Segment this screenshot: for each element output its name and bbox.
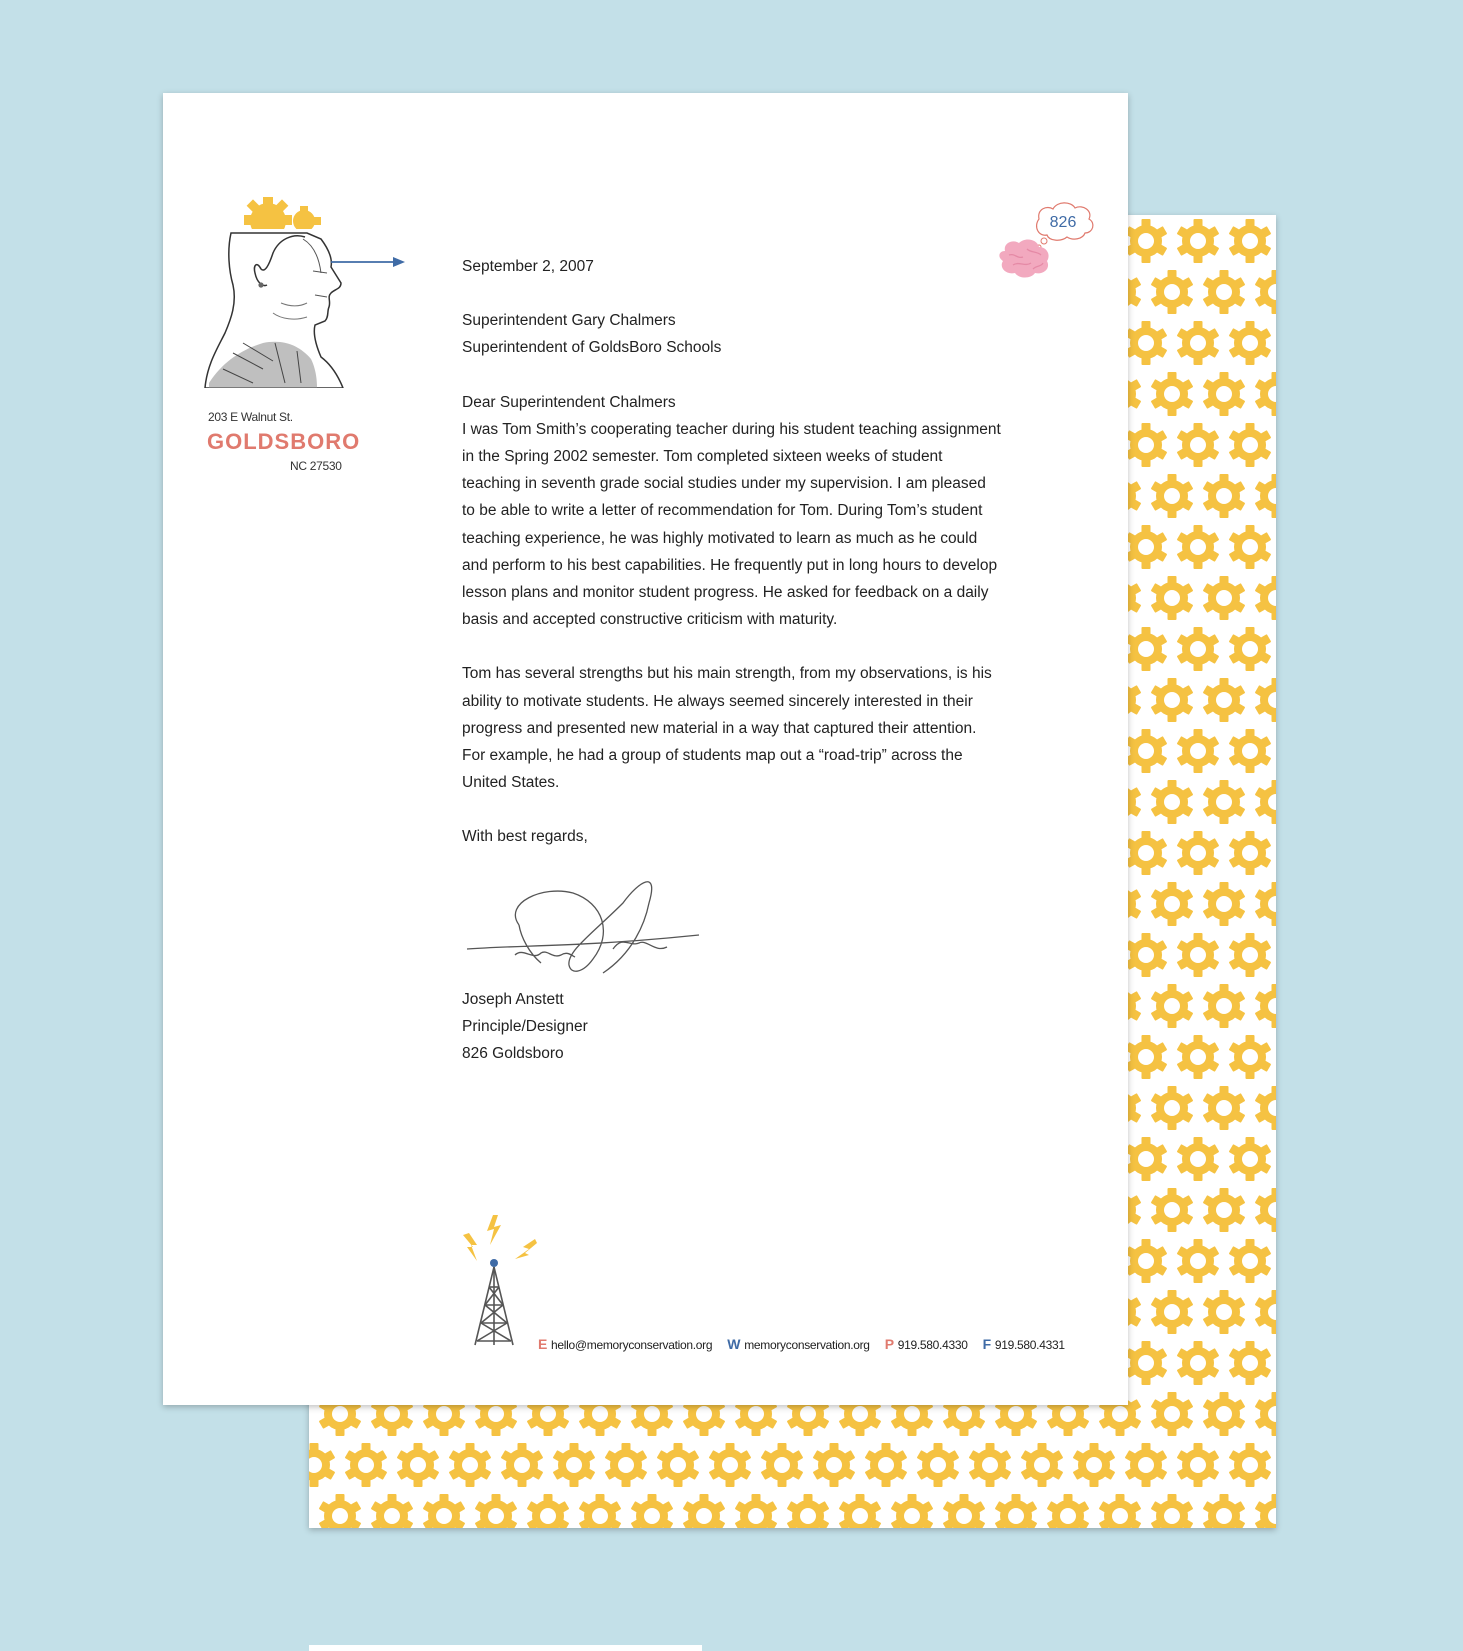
email-key: E xyxy=(538,1336,548,1352)
signer-name: Joseph Anstett xyxy=(462,991,564,1008)
phone-key: P xyxy=(884,1336,894,1352)
fax-value: 919.580.4331 xyxy=(994,1338,1065,1352)
web-key: W xyxy=(727,1336,741,1352)
next-item-edge xyxy=(309,1645,702,1651)
handwritten-signature xyxy=(463,863,703,983)
contact-bar xyxy=(538,1336,1077,1352)
letter-body xyxy=(462,253,1002,851)
email-value: hello@memoryconservation.org xyxy=(551,1338,713,1352)
address-state-zip: NC 27530 xyxy=(290,459,342,473)
radio-tower-icon xyxy=(463,1215,543,1355)
paragraph-1: I was Tom Smith’s cooperating teacher during his student teaching assignment in the Spring 2002 semester. Tom completed sixteen weeks of student teaching in seventh grade social studies under my supervision. I am pleased to be able to write a letter of recommendation for Tom. During Tom’s student teaching experience, he was highly motivated to learn as much as he could and perform to his best capabilities. He frequently put in long hours to develop lesson plans and monitor student progress. He asked for feedback on a daily basis and accepted constructive criticism with maturity. xyxy=(462,420,1001,629)
web-value: memoryconservation.org xyxy=(744,1338,870,1352)
letterhead-page xyxy=(163,93,1128,1405)
signature-block xyxy=(462,986,762,1068)
phone-value: 919.580.4330 xyxy=(897,1338,968,1352)
letter-date: September 2, 2007 xyxy=(462,258,594,275)
arrow-right-icon xyxy=(331,255,406,269)
signer-title: Principle/Designer xyxy=(462,1018,588,1036)
paragraph-2: Tom has several strengths but his main strength, from my observations, is his ability to motivate students. He always seemed sincerely interested in their progress and presented new material in a way that captured their attention. For example, he had a group of students map out a “road-trip” across the United States. xyxy=(462,665,992,792)
address-city: GOLDSBORO xyxy=(207,429,361,454)
contact-email[interactable] xyxy=(538,1338,712,1352)
contact-fax xyxy=(983,1338,1065,1352)
recipient-title: Superintendent of GoldsBoro Schools xyxy=(462,339,722,357)
thought-number: 826 xyxy=(1049,214,1077,231)
recipient-name: Superintendent Gary Chalmers xyxy=(462,312,676,330)
salutation: Dear Superintendent Chalmers xyxy=(462,393,676,411)
signer-organization: 826 Goldsboro xyxy=(462,1045,564,1063)
contact-phone xyxy=(885,1338,968,1352)
closing: With best regards, xyxy=(462,828,588,846)
contact-web[interactable] xyxy=(727,1338,869,1352)
fax-key: F xyxy=(982,1336,991,1352)
brain-thought-bubble-icon xyxy=(997,199,1097,289)
address-street: 203 E Walnut St. xyxy=(208,410,293,424)
man-profile-with-gears-illustration xyxy=(203,193,353,388)
